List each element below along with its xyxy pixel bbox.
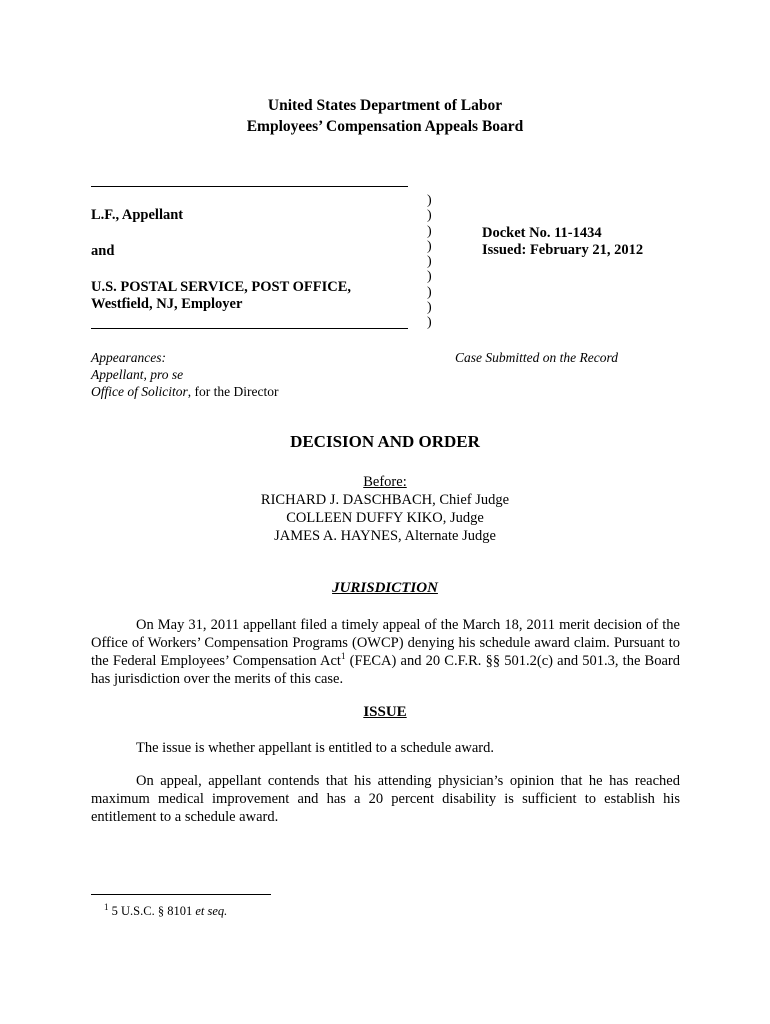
issue-paragraph: The issue is whether appellant is entitled to a schedule award. (136, 740, 494, 756)
footnote-number: 1 (104, 901, 109, 912)
issued-date: Issued: February 21, 2012 (482, 242, 644, 258)
jurisdiction-text-2: (FECA) and 20 C.F.R. §§ 501.2(c) and 501.3, the Board has jurisdiction over the merits of this case. (91, 653, 680, 687)
appearances-block (91, 349, 278, 400)
footnote (104, 901, 228, 919)
caption-and: and (91, 243, 115, 259)
solicitor-appearance (91, 383, 278, 400)
caption-top-rule (91, 186, 408, 187)
issue-heading: ISSUE (363, 704, 407, 720)
solicitor-office: Office of Solicitor (91, 384, 188, 399)
jurisdiction-paragraph (91, 616, 680, 688)
appellant-name: L.F., Appellant (91, 207, 184, 223)
solicitor-role: , for the Director (187, 384, 279, 399)
footnote-ital: et seq. (195, 904, 228, 918)
agency-name: United States Department of Labor (267, 97, 503, 114)
employer-line-1: U.S. POSTAL SERVICE, POST OFFICE, (91, 279, 352, 295)
panel-block (0, 473, 770, 545)
judge-2: COLLEEN DUFFY KIKO, Judge (286, 510, 484, 526)
caption-parentheses: ) ) ) ) ) ) ) ) ) (427, 193, 432, 331)
board-name: Employees’ Compensation Appeals Board (246, 118, 524, 135)
docket-number: Docket No. 11-1434 (482, 225, 602, 241)
jurisdiction-text-1: On May 31, 2011 appellant filed a timely appeal of the March 18, 2011 merit decision of the Office of Workers’ Compensation Programs (OWCP) denying his schedule award claim. Pursuant to the Federal Employees’ Compensation Act (91, 617, 680, 669)
employer-name (91, 279, 351, 313)
footnote-rule (91, 894, 271, 895)
judge-1: RICHARD J. DASCHBACH, Chief Judge (260, 492, 510, 508)
agency-header (0, 95, 770, 137)
footnote-reference[interactable]: 1 (340, 651, 346, 662)
employer-line-2: Westfield, NJ, Employer (91, 296, 243, 312)
appeal-contention-paragraph: On appeal, appellant contends that his attending physician’s opinion that he has reached maximum medical improvement and has a 20 percent disability is sufficient to establish his entitlement to a schedule award. (91, 773, 680, 825)
appellant-appearance: Appellant, pro se (91, 367, 184, 382)
decision-title: DECISION AND ORDER (290, 432, 480, 451)
appearances-label: Appearances: (91, 350, 166, 365)
judge-3: JAMES A. HAYNES, Alternate Judge (274, 528, 496, 544)
footnote-text: 5 U.S.C. § 8101 (108, 904, 196, 918)
case-submitted: Case Submitted on the Record (455, 350, 618, 365)
jurisdiction-heading: JURISDICTION (332, 580, 438, 596)
docket-info (482, 225, 643, 259)
before-label: Before: (363, 474, 407, 490)
caption-bottom-rule (91, 328, 408, 329)
